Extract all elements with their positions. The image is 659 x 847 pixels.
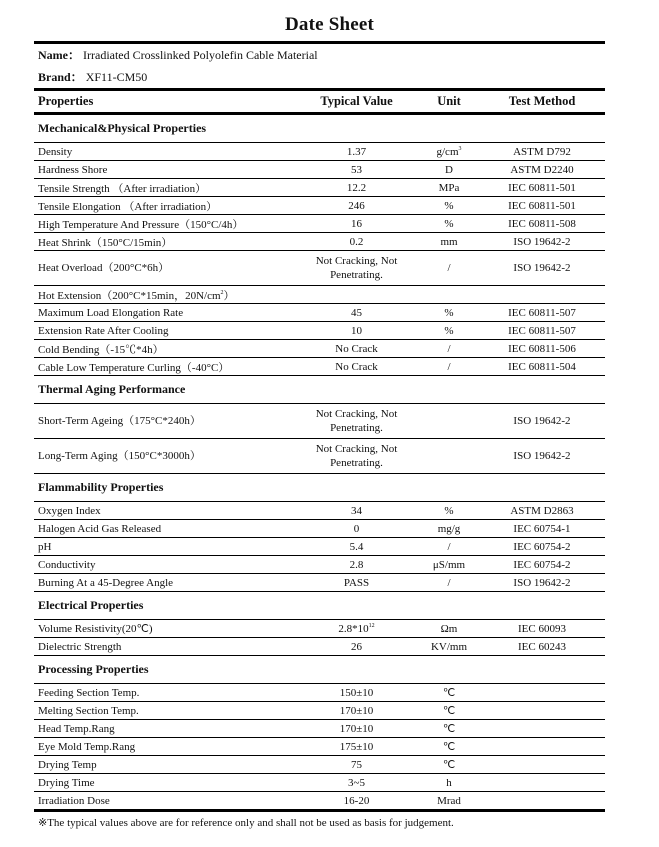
- table-row: [34, 322, 605, 340]
- table-row: [34, 638, 605, 656]
- test-method: ASTM D2240: [510, 163, 574, 176]
- test-method: ISO 19642-2: [513, 415, 571, 427]
- property-cell: [34, 620, 294, 638]
- test-method-cell: [479, 340, 605, 358]
- typical-value: 2.8*10: [338, 622, 369, 635]
- unit: %: [444, 504, 454, 517]
- property-cell: [34, 286, 294, 304]
- superscript: 3: [458, 145, 462, 152]
- property-cell: [34, 161, 294, 179]
- unit-cell: [419, 197, 479, 215]
- property-name: Long-Term Aging（150°C*3000h）: [38, 450, 201, 462]
- table-row: [34, 792, 605, 811]
- typical-value: 53: [351, 163, 362, 176]
- value-cell: [294, 215, 419, 233]
- value-cell: [294, 197, 419, 215]
- test-method-cell: [479, 179, 605, 197]
- value-cell: [294, 340, 419, 358]
- unit: ℃: [442, 741, 456, 753]
- property-name: Extension Rate After Cooling: [38, 324, 169, 337]
- section-title: Thermal Aging Performance: [34, 376, 605, 404]
- value-line-2: Penetrating.: [330, 269, 383, 281]
- test-method-cell: [479, 286, 605, 304]
- unit: h: [446, 776, 452, 789]
- value-cell: [294, 286, 419, 304]
- property-name: Cable Low Temperature Curling（-40°C）: [38, 361, 230, 374]
- value-line-1: Not Cracking, Not: [315, 408, 398, 420]
- unit-cell: [419, 620, 479, 638]
- table-row: [34, 439, 605, 474]
- test-method-cell: [479, 439, 605, 474]
- table-row: [34, 520, 605, 538]
- unit-cell: [419, 538, 479, 556]
- property-cell: [34, 197, 294, 215]
- typical-value: 3~5: [348, 776, 365, 789]
- test-method: IEC 60093: [518, 622, 566, 635]
- unit: ℃: [442, 687, 456, 699]
- col-unit: Unit: [437, 94, 461, 108]
- value-cell: [294, 439, 419, 474]
- property-name: Feeding Section Temp.: [38, 686, 140, 699]
- brand-label: Brand：: [38, 70, 83, 84]
- unit-cell: [419, 439, 479, 474]
- property-cell: [34, 574, 294, 592]
- table-row: [34, 179, 605, 197]
- table-row: [34, 215, 605, 233]
- unit: /: [447, 576, 451, 589]
- property-cell: [34, 538, 294, 556]
- property-name: Drying Temp: [38, 758, 97, 771]
- section-title: Processing Properties: [34, 656, 605, 684]
- test-method-cell: [479, 322, 605, 340]
- property-name: Dielectric Strength: [38, 640, 122, 653]
- property-cell: [34, 638, 294, 656]
- typical-value: No Crack: [335, 342, 378, 355]
- unit-cell: [419, 520, 479, 538]
- unit: g/cm: [436, 145, 459, 158]
- test-method-cell: [479, 720, 605, 738]
- superscript: 12: [368, 622, 375, 629]
- section-header-flammability: [34, 474, 605, 502]
- table-row: [34, 684, 605, 702]
- property-name: Halogen Acid Gas Released: [38, 522, 162, 535]
- property-cell: [34, 304, 294, 322]
- unit: /: [447, 360, 451, 373]
- unit-cell: [419, 684, 479, 702]
- test-method: IEC 60243: [518, 640, 566, 653]
- unit-cell: [419, 161, 479, 179]
- test-method: IEC 60811-508: [508, 217, 576, 230]
- unit-cell: [419, 404, 479, 439]
- test-method-cell: [479, 197, 605, 215]
- unit-cell: [419, 179, 479, 197]
- test-method: IEC 60811-501: [508, 199, 576, 212]
- table-row: [34, 286, 605, 304]
- value-cell: [294, 720, 419, 738]
- property-cell: [34, 556, 294, 574]
- test-method: ASTM D792: [513, 145, 571, 158]
- property-suffix: ）: [223, 289, 235, 302]
- unit-cell: [419, 340, 479, 358]
- value-cell: [294, 638, 419, 656]
- test-method-cell: [479, 620, 605, 638]
- unit-cell: [419, 756, 479, 774]
- typical-value: 0: [353, 522, 360, 535]
- test-method: IEC 60811-507: [508, 306, 576, 319]
- typical-value: 5.4: [349, 540, 364, 553]
- property-cell: [34, 215, 294, 233]
- typical-value: 1.37: [346, 145, 367, 158]
- property-cell: [34, 756, 294, 774]
- value-cell: [294, 538, 419, 556]
- unit-cell: [419, 738, 479, 756]
- property-cell: [34, 792, 294, 811]
- typical-value: 170±10: [339, 722, 374, 735]
- property-cell: [34, 502, 294, 520]
- unit: /: [447, 262, 451, 274]
- unit: /: [447, 342, 451, 355]
- test-method: IEC 60811-506: [508, 342, 576, 355]
- value-cell: [294, 322, 419, 340]
- typical-value: 150±10: [339, 686, 374, 699]
- property-cell: [34, 404, 294, 439]
- unit: %: [444, 217, 454, 230]
- typical-value: 16: [351, 217, 362, 230]
- section-header-processing: [34, 656, 605, 684]
- property-cell: [34, 143, 294, 161]
- test-method-cell: [479, 774, 605, 792]
- table-row: [34, 720, 605, 738]
- property-name: Melting Section Temp.: [38, 704, 139, 717]
- typical-value: 12.2: [346, 181, 367, 194]
- table-row: [34, 538, 605, 556]
- value-cell: [294, 620, 419, 638]
- table-row: [34, 574, 605, 592]
- property-cell: [34, 179, 294, 197]
- unit: %: [444, 199, 454, 212]
- table-row: [34, 620, 605, 638]
- test-method-cell: [479, 738, 605, 756]
- name-label: Name：: [38, 48, 80, 62]
- test-method: IEC 60754-1: [513, 522, 571, 535]
- value-line-1: Not Cracking, Not: [315, 255, 398, 267]
- value-cell: [294, 179, 419, 197]
- table-row: [34, 161, 605, 179]
- value-cell: [294, 251, 419, 286]
- property-name: Maximum Load Elongation Rate: [38, 306, 184, 319]
- value-cell: [294, 520, 419, 538]
- property-cell: [34, 358, 294, 376]
- typical-value: No Crack: [335, 360, 378, 373]
- unit-cell: [419, 251, 479, 286]
- unit: %: [444, 324, 454, 337]
- brand-row: [34, 66, 605, 88]
- table-row: [34, 197, 605, 215]
- table-row: [34, 556, 605, 574]
- test-method-cell: [479, 638, 605, 656]
- table-row: [34, 738, 605, 756]
- test-method: ISO 19642-2: [513, 450, 571, 462]
- typical-value: 75: [351, 758, 362, 771]
- value-line-2: Penetrating.: [330, 457, 383, 469]
- typical-value: PASS: [343, 576, 370, 589]
- col-properties: Properties: [38, 94, 94, 108]
- value-line-2: Penetrating.: [330, 422, 383, 434]
- table-row: [34, 502, 605, 520]
- test-method-cell: [479, 538, 605, 556]
- table-row: [34, 702, 605, 720]
- unit: mm: [440, 235, 458, 248]
- property-cell: [34, 774, 294, 792]
- value-cell: [294, 304, 419, 322]
- typical-value: 175±10: [339, 740, 374, 753]
- test-method: IEC 60811-507: [508, 324, 576, 337]
- unit-cell: [419, 792, 479, 811]
- test-method: ISO 19642-2: [513, 262, 571, 274]
- property-name: Tensile Elongation （After irradiation）: [38, 200, 218, 213]
- unit: ℃: [442, 705, 456, 717]
- test-method: ASTM D2863: [510, 504, 574, 517]
- value-cell: [294, 574, 419, 592]
- test-method-cell: [479, 556, 605, 574]
- property-name: Head Temp.Rang: [38, 722, 115, 735]
- table-row: [34, 340, 605, 358]
- property-name: Hot Extension（200°C*15min，20N/cm: [38, 289, 221, 302]
- unit-cell: [419, 286, 479, 304]
- unit: ℃: [442, 723, 456, 735]
- unit: ℃: [442, 759, 456, 771]
- unit-cell: [419, 574, 479, 592]
- typical-value: 26: [351, 640, 362, 653]
- table-header: [34, 90, 605, 114]
- typical-value: 170±10: [339, 704, 374, 717]
- value-cell: [294, 233, 419, 251]
- table-row: [34, 233, 605, 251]
- test-method: ISO 19642-2: [513, 235, 571, 248]
- test-method-cell: [479, 702, 605, 720]
- test-method-cell: [479, 574, 605, 592]
- brand-value: XF11-CM50: [85, 70, 148, 84]
- property-name: Density: [38, 145, 73, 158]
- unit-cell: [419, 358, 479, 376]
- property-name: Volume Resistivity(20℃): [38, 623, 153, 635]
- section-title: Flammability Properties: [34, 474, 605, 502]
- property-name: Tensile Strength （After irradiation）: [38, 182, 207, 195]
- unit: mg/g: [437, 522, 461, 535]
- table-row: [34, 774, 605, 792]
- property-cell: [34, 233, 294, 251]
- col-test-method: Test Method: [508, 94, 576, 108]
- test-method-cell: [479, 143, 605, 161]
- property-name: Cold Bending（-15℃*4h）: [38, 343, 164, 356]
- properties-table: [34, 88, 605, 812]
- footnote: ※The typical values above are for reference only and shall not be used as basis for judgement.: [38, 817, 454, 829]
- typical-value: 0.2: [349, 235, 364, 248]
- property-cell: [34, 251, 294, 286]
- property-name: Hardness Shore: [38, 163, 108, 176]
- table-row: [34, 756, 605, 774]
- table-row: [34, 404, 605, 439]
- value-cell: [294, 792, 419, 811]
- property-cell: [34, 738, 294, 756]
- value-cell: [294, 404, 419, 439]
- value-cell: [294, 702, 419, 720]
- table-row: [34, 143, 605, 161]
- test-method-cell: [479, 404, 605, 439]
- value-cell: [294, 738, 419, 756]
- unit-cell: [419, 143, 479, 161]
- table-row: [34, 304, 605, 322]
- unit: /: [447, 540, 451, 553]
- section-title: Electrical Properties: [34, 592, 605, 620]
- property-name: High Temperature And Pressure（150°C/4h）: [38, 218, 244, 231]
- value-cell: [294, 161, 419, 179]
- typical-value: 10: [351, 324, 362, 337]
- value-cell: [294, 774, 419, 792]
- test-method-cell: [479, 502, 605, 520]
- unit: Mrad: [437, 794, 461, 807]
- typical-value: 2.8: [349, 558, 364, 571]
- property-name: pH: [38, 540, 52, 553]
- unit-cell: [419, 702, 479, 720]
- test-method-cell: [479, 756, 605, 774]
- section-title: Mechanical&Physical Properties: [34, 114, 605, 143]
- property-name: Burning At a 45-Degree Angle: [38, 576, 174, 589]
- test-method-cell: [479, 684, 605, 702]
- name-value: Irradiated Crosslinked Polyolefin Cable Material: [83, 48, 318, 62]
- unit-cell: [419, 720, 479, 738]
- unit: μS/mm: [432, 558, 466, 571]
- value-cell: [294, 358, 419, 376]
- property-name: Drying Time: [38, 776, 95, 789]
- datasheet: [34, 41, 605, 812]
- typical-value: 16-20: [343, 794, 370, 807]
- test-method: IEC 60811-504: [508, 360, 576, 373]
- page-title: Date Sheet: [284, 14, 375, 35]
- property-cell: [34, 720, 294, 738]
- test-method: IEC 60811-501: [508, 181, 576, 194]
- value-cell: [294, 684, 419, 702]
- typical-value: 246: [348, 199, 365, 212]
- property-cell: [34, 340, 294, 358]
- property-name: Heat Overload（200°C*6h）: [38, 262, 170, 274]
- unit: MPa: [438, 181, 460, 194]
- typical-value: 34: [351, 504, 362, 517]
- unit-cell: [419, 502, 479, 520]
- typical-value: 45: [351, 306, 362, 319]
- value-cell: [294, 143, 419, 161]
- section-header-thermal: [34, 376, 605, 404]
- test-method-cell: [479, 233, 605, 251]
- test-method-cell: [479, 161, 605, 179]
- value-cell: [294, 756, 419, 774]
- test-method: ISO 19642-2: [513, 576, 571, 589]
- col-typical-value: Typical Value: [320, 94, 393, 108]
- test-method: IEC 60754-2: [513, 558, 571, 571]
- property-name: Heat Shrink（150°C/15min）: [38, 236, 173, 249]
- unit-cell: [419, 322, 479, 340]
- table-row: [34, 358, 605, 376]
- property-cell: [34, 322, 294, 340]
- property-name: Irradiation Dose: [38, 794, 110, 807]
- property-cell: [34, 439, 294, 474]
- unit: KV/mm: [430, 640, 468, 653]
- unit-cell: [419, 215, 479, 233]
- property-name: Eye Mold Temp.Rang: [38, 740, 136, 753]
- unit-cell: [419, 774, 479, 792]
- property-cell: [34, 702, 294, 720]
- unit-cell: [419, 233, 479, 251]
- property-cell: [34, 520, 294, 538]
- test-method-cell: [479, 792, 605, 811]
- table-row: [34, 251, 605, 286]
- unit-cell: [419, 638, 479, 656]
- unit: D: [445, 163, 453, 176]
- property-name: Short-Term Ageing（175°C*240h）: [38, 415, 201, 427]
- test-method: IEC 60754-2: [513, 540, 571, 553]
- superscript: 2: [220, 289, 224, 296]
- unit: %: [444, 306, 454, 319]
- section-header-mechanical: [34, 114, 605, 143]
- value-cell: [294, 556, 419, 574]
- property-name: Conductivity: [38, 558, 96, 571]
- test-method-cell: [479, 304, 605, 322]
- section-header-electrical: [34, 592, 605, 620]
- property-cell: [34, 684, 294, 702]
- test-method-cell: [479, 358, 605, 376]
- value-cell: [294, 502, 419, 520]
- unit-cell: [419, 304, 479, 322]
- value-line-1: Not Cracking, Not: [315, 443, 398, 455]
- test-method-cell: [479, 520, 605, 538]
- test-method-cell: [479, 251, 605, 286]
- unit: Ωm: [440, 622, 458, 635]
- name-row: [34, 44, 605, 66]
- unit-cell: [419, 556, 479, 574]
- property-name: Oxygen Index: [38, 504, 101, 517]
- test-method-cell: [479, 215, 605, 233]
